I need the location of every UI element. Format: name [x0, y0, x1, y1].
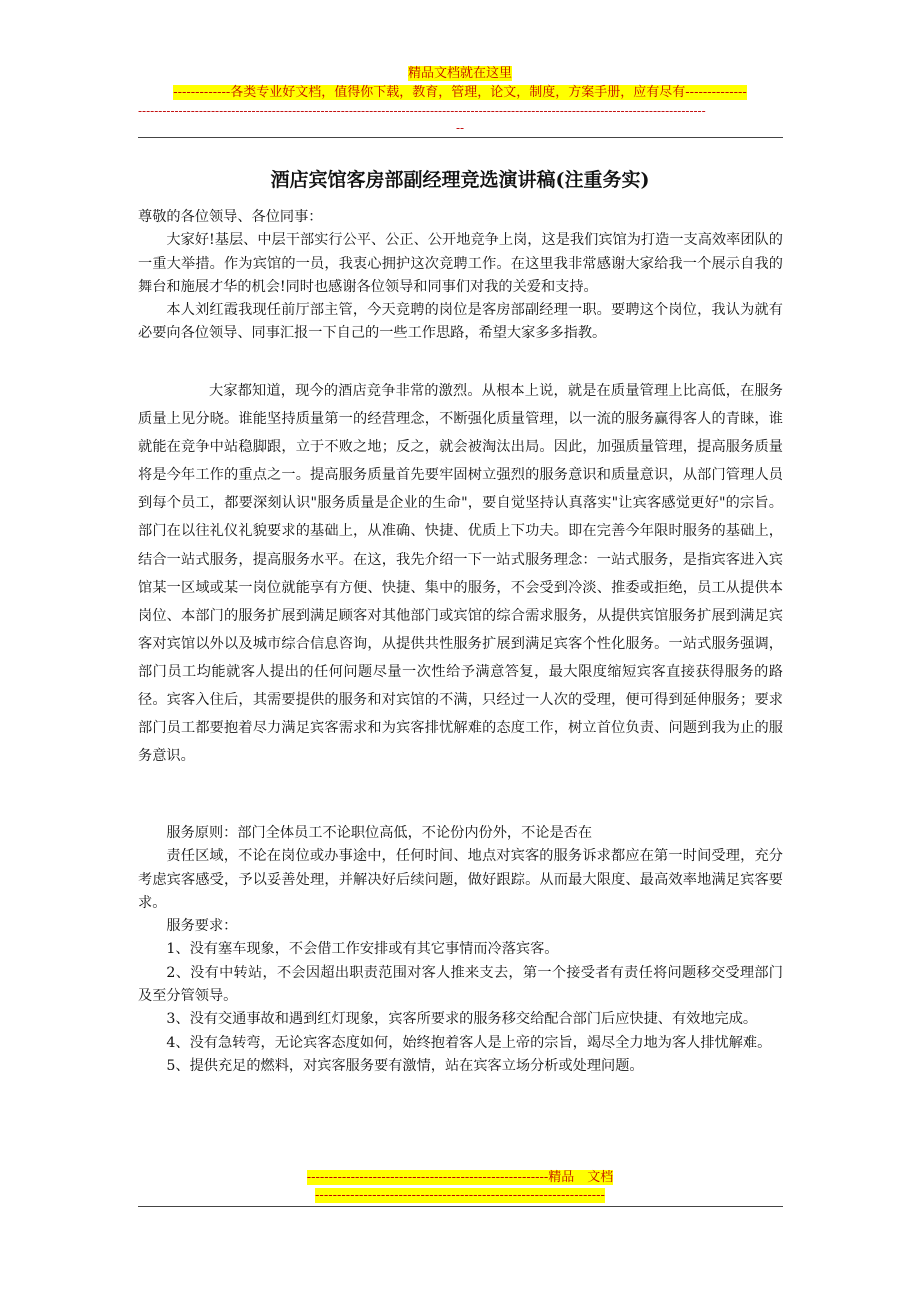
footer-rule	[138, 1206, 783, 1207]
paragraph-2: 本人刘红霞我现任前厅部主管，今天竞聘的岗位是客房部副经理一职。要聘这个岗位，我认为就有必要向各位领导、同事汇报一下自己的一些工作思路，希望大家多多指教。	[138, 302, 783, 342]
header-dash-line: --------------------------------------------------------------------------------------------------------------------------------------------	[138, 104, 706, 118]
header-rule	[138, 137, 783, 138]
intro-section	[138, 206, 783, 346]
paragraph-4: 服务原则：部门全体员工不论职位高低，不论份内份外，不论是否在	[166, 825, 593, 841]
header-banner-slogan: -------------各类专业好文档，值得你下载，教育，管理，论文，制度，方案手册，应有尽有--------------	[173, 85, 747, 100]
header-banner-title: 精品文档就在这里	[407, 66, 512, 81]
document-title: 酒店宾馆客房部副经理竞选演讲稿(注重务实)	[270, 169, 650, 191]
list-item: 3、没有交通事故和遇到红灯现象，宾客所要求的服务移交给配合部门后应快捷、有效地完成。	[166, 1011, 758, 1028]
paragraph-5: 责任区域，不论在岗位或办事途中，任何时间、地点对宾客的服务诉求都应在第一时间受理，充分考虑宾客感受，予以妥善处理，并解决好后续问题，做好跟踪。从而最大限度、最高效率地满足宾客要求。	[138, 848, 783, 911]
service-section	[138, 822, 783, 1078]
main-section	[138, 377, 783, 770]
footer-banner: -------------------------------------------------------精品 文档	[306, 1170, 614, 1185]
list-item: 2、没有中转站，不会因超出职责范围对客人推来支去，第一个接受者有责任将问题移交受理部门及至分管领导。	[138, 964, 783, 1005]
footer-dash-line: ------------------------------------------------------------------	[315, 1188, 605, 1203]
paragraph-3: 大家都知道，现今的酒店竞争非常的激烈。从根本上说，就是在质量管理上比高低，在服务质量上见分晓。谁能坚持质量第一的经营理念，不断强化质量管理，以一流的服务赢得客人的青睐，谁就能在竞争中站稳脚跟，立于不败之地；反之，就会被淘汰出局。因此，加强质量管理，提高服务质量将是今年工作的重点之一。提高服务质量首先要牢固树立强烈的服务意识和质量意识，从部门管理人员到每个员工，都要深刻认识"服务质量是企业的生命"，要自觉坚持认真落实"让宾客感觉更好"的宗旨。部门在以往礼仪礼貌要求的基础上，从准确、快捷、优质上下功夫。即在完善今年限时服务的基础上，结合一站式服务，提高服务水平。在这，我先介绍一下一站式服务理念：一站式服务，是指宾客进入宾馆某一区域或某一岗位就能享有方便、快捷、集中的服务，不会受到冷淡、推委或拒绝，员工从提供本岗位、本部门的服务扩展到满足顾客对其他部门或宾馆的综合需求服务，从提供宾馆服务扩展到满足宾客对宾馆以外以及城市综合信息咨询，从提供共性服务扩展到满足宾客个性化服务。一站式服务强调，部门员工均能就客人提出的任何问题尽量一次性给予满意答复，最大限度缩短宾客直接获得服务的路径。宾客入住后，其需要提供的服务和对宾馆的不满，只经过一人次的受理，便可得到延伸服务；要求部门员工都要抱着尽力满足宾客需求和为宾客排忧解难的态度工作，树立首位负责、问题到我为止的服务意识。	[138, 383, 783, 765]
paragraph-1: 大家好!基层、中层干部实行公平、公正、公开地竞争上岗，这是我们宾馆为打造一支高效率团队的一重大举措。作为宾馆的一员，我衷心拥护这次竞聘工作。在这里我非常感谢大家给我一个展示自我的舞台和施展才华的机会!同时也感谢各位领导和同事们对我的关爱和支持。	[138, 232, 783, 295]
list-item: 5、提供充足的燃料，对宾客服务要有激情，站在宾客立场分析或处理问题。	[166, 1057, 644, 1074]
requirements-heading: 服务要求：	[166, 918, 238, 935]
salutation: 尊敬的各位领导、各位同事：	[138, 209, 323, 225]
header-dash-tail: --	[455, 121, 465, 135]
list-item: 4、没有急转弯，无论宾客态度如何，始终抱着客人是上帝的宗旨，竭尽全力地为客人排忧解难。	[166, 1034, 772, 1051]
list-item: 1、没有塞车现象，不会借工作安排或有其它事情而冷落宾客。	[166, 941, 559, 958]
